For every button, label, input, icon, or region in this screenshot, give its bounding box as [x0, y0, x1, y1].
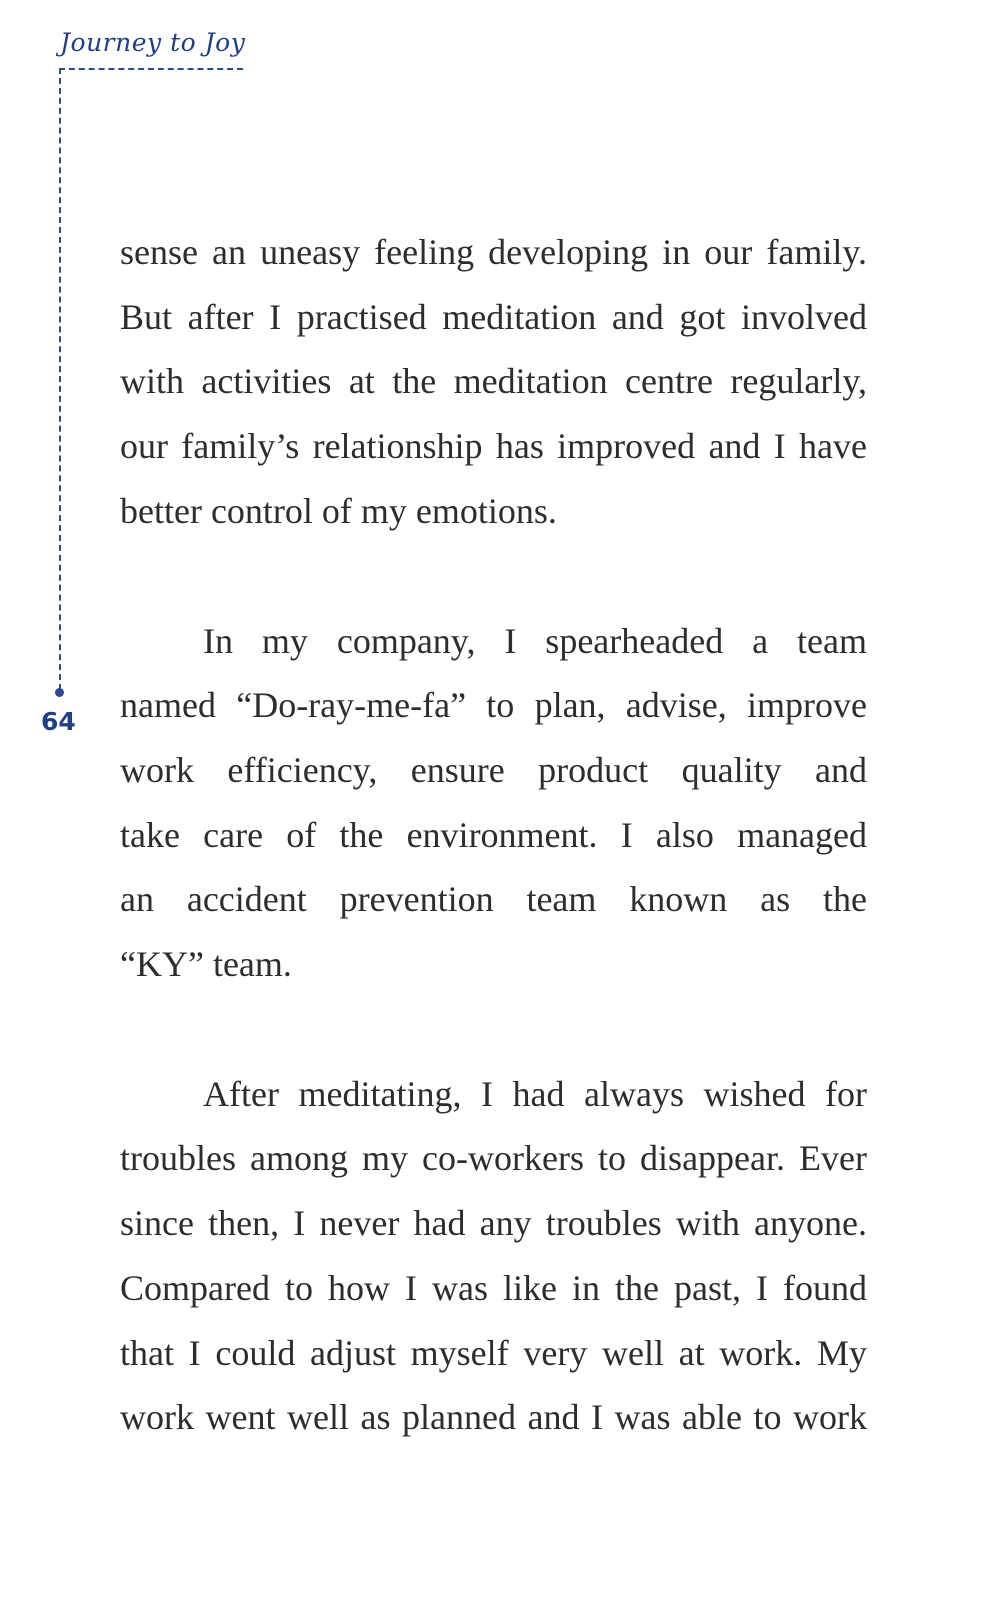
text-line: After meditating, I had always wished for [203, 1073, 867, 1114]
text-line: since then, I never had any troubles with anyone. [120, 1203, 867, 1244]
text-line: that I could adjust myself very well at work. My [120, 1332, 867, 1373]
text-line: Compared to how I was like in the past, I found [120, 1267, 867, 1308]
paragraph-2 [120, 609, 867, 997]
text-line: troubles among my co-workers to disappear. Ever [120, 1138, 867, 1179]
dashed-rule-vertical [59, 68, 61, 690]
paragraph-3 [120, 1062, 867, 1450]
paragraph-1 [120, 220, 867, 544]
text-line: In my company, I spearheaded a team [203, 620, 867, 661]
text-line: an accident prevention team known as the [120, 879, 867, 920]
text-line: better control of my emotions. [120, 490, 557, 531]
text-line: our family’s relationship has improved and I have [120, 426, 867, 467]
running-head-title: Journey to Joy [60, 28, 246, 57]
text-line: sense an uneasy feeling developing in our family. [120, 232, 867, 272]
text-line: “KY” team. [120, 944, 292, 985]
text-line: named “Do-ray-me-fa” to plan, advise, improve [120, 685, 867, 726]
text-line: take care of the environment. I also managed [120, 814, 867, 855]
text-line: work went well as planned and I was able to work [120, 1397, 867, 1438]
rule-end-dot [55, 688, 64, 697]
dashed-rule-horizontal [59, 68, 243, 70]
text-line: with activities at the meditation centre regularly, [120, 361, 867, 402]
text-line: work efficiency, ensure product quality and [120, 749, 867, 790]
body-text [120, 220, 867, 1450]
text-line: But after I practised meditation and got involved [120, 296, 867, 337]
page-number: 64 [41, 707, 76, 736]
